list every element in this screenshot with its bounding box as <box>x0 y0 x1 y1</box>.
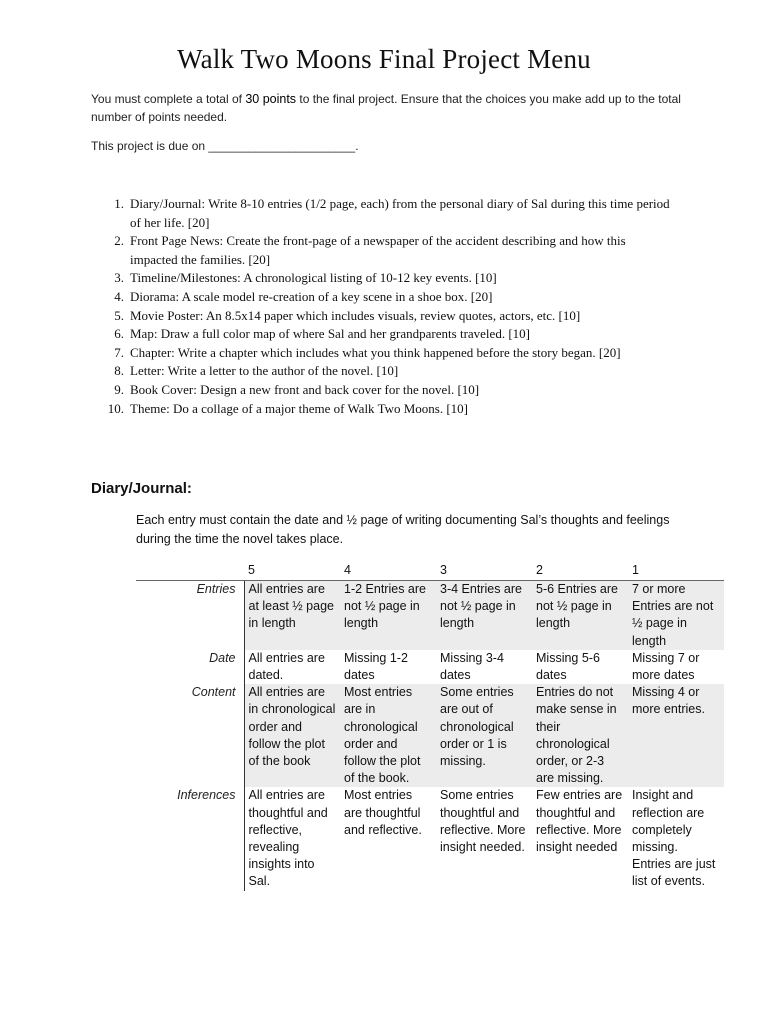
list-item <box>100 344 670 363</box>
item-text: Create the front-page of a newspaper of the accident describing and how this impacted the families. [20] <box>130 233 626 267</box>
item-number: 2. <box>114 233 124 249</box>
table-cell: Insight and reflection are completely missing. Entries are just list of events. <box>632 788 716 889</box>
item-text: A chronological listing of 10-12 key events. [10] <box>240 270 497 286</box>
item-label: Chapter: <box>130 344 175 360</box>
score-header: 5 <box>244 562 340 581</box>
item-text: An 8.5x14 paper which includes visuals, review quotes, actors, etc. [10] <box>203 307 581 323</box>
table-cell: 1-2 Entries are not ½ page in length <box>340 581 436 650</box>
row-label: Date <box>209 650 236 665</box>
item-label: Diorama: <box>130 288 180 304</box>
table-cell: Missing 3-4 dates <box>440 650 504 683</box>
intro-points: 30 points <box>245 92 297 106</box>
item-label: Timeline/Milestones: <box>130 270 241 286</box>
table-cell: 7 or more Entries are not ½ page in length <box>628 581 724 650</box>
list-item <box>100 362 670 381</box>
row-label: Inferences <box>177 788 236 803</box>
table-cell: Most entries are in chronological order and follow the plot of the book. <box>340 684 436 787</box>
table-cell: Some entries thoughtful and reflective. More insight needed. <box>440 788 526 855</box>
table-cell: Few entries are thoughtful and reflective. More insight needed <box>536 788 623 855</box>
item-label: Movie Poster: <box>130 307 204 323</box>
table-cell: Entries do not make sense in their chronological order, or 2-3 are missing. <box>532 684 628 787</box>
diary-instructions: Each entry must contain the date and ½ page of writing documenting Sal’s thoughts and feelings during the time the novel takes place. <box>136 513 670 546</box>
item-text: A scale model re-creation of a key scene in a shoe box. [20] <box>179 288 493 304</box>
list-item <box>100 288 670 307</box>
item-label: Front Page News: <box>130 233 224 249</box>
table-cell: Missing 1-2 dates <box>344 650 408 683</box>
page-title: Walk Two Moons Final Project Menu <box>177 44 591 74</box>
table-cell: 5-6 Entries are not ½ page in length <box>532 581 628 650</box>
item-number: 6. <box>114 326 124 342</box>
table-cell: 3-4 Entries are not ½ page in length <box>436 581 532 650</box>
project-menu-list <box>100 195 670 418</box>
item-text: Draw a full color map of where Sal and her grandparents traveled. [10] <box>157 326 530 342</box>
row-label: Content <box>191 685 236 700</box>
intro-text-start: You must complete a total of <box>91 92 246 106</box>
item-number: 3. <box>114 270 124 286</box>
table-row <box>136 650 724 684</box>
table-cell: Missing 4 or more entries. <box>628 684 724 787</box>
list-item <box>100 269 670 288</box>
table-row <box>136 581 724 650</box>
list-item <box>100 195 670 232</box>
list-item <box>100 232 670 269</box>
table-cell: Some entries are out of chronological order or 1 is missing. <box>436 684 532 787</box>
rubric-score-header-row <box>136 562 724 581</box>
diary-journal-heading: Diary/Journal: <box>91 480 192 497</box>
due-word: due <box>168 139 189 153</box>
rubric-corner-cell <box>136 562 244 581</box>
table-cell: Missing 5-6 dates <box>536 650 600 683</box>
due-text-start: This project is <box>91 139 169 153</box>
item-number: 4. <box>114 288 124 304</box>
intro-paragraph <box>91 90 691 126</box>
table-cell: All entries are dated. <box>244 650 340 684</box>
item-text: Write a chapter which includes what you think happened before the story began. [20] <box>174 344 621 360</box>
item-number: 1. <box>114 196 124 211</box>
score-header: 3 <box>436 562 532 581</box>
item-label: Letter: <box>130 363 165 379</box>
item-number: 10. <box>107 400 124 416</box>
item-text: Write a letter to the author of the novel. [10] <box>164 363 399 379</box>
diary-rubric-table <box>136 562 724 891</box>
item-text: Do a collage of a major theme of Walk Two Moons. [10] <box>169 400 469 416</box>
item-number: 5. <box>114 307 124 323</box>
score-header: 4 <box>340 562 436 581</box>
score-header: 2 <box>532 562 628 581</box>
table-row <box>136 787 724 890</box>
table-cell: Most entries are thoughtful and reflective. <box>344 788 422 837</box>
table-row <box>136 684 724 787</box>
score-header: 1 <box>628 562 724 581</box>
table-cell: All entries are thoughtful and reflective, revealing insights into Sal. <box>244 787 340 890</box>
item-number: 8. <box>114 363 124 379</box>
row-label: Entries <box>196 582 236 596</box>
item-number: 7. <box>114 344 124 360</box>
item-label: Map: <box>130 326 158 342</box>
table-cell: All entries are at least ½ page in length <box>244 581 340 650</box>
due-blank: on ______________________. <box>188 139 359 153</box>
due-line <box>91 137 691 155</box>
intro-text-end: to the final project. Ensure that the choices you make add up to the total number of points needed. <box>91 92 681 124</box>
table-cell: All entries are in chronological order and follow the plot of the book <box>244 684 340 787</box>
list-item <box>100 325 670 344</box>
list-item <box>100 381 670 400</box>
item-label: Theme: <box>130 400 170 416</box>
item-number: 9. <box>114 381 124 397</box>
list-item <box>100 307 670 326</box>
list-item <box>100 400 670 419</box>
item-label: Diary/Journal: <box>130 196 206 211</box>
item-text: Write 8-10 entries (1/2 page, each) from the personal diary of Sal during this time period of her life. [20] <box>130 196 670 230</box>
item-label: Book Cover: <box>130 381 197 397</box>
item-text: Design a new front and back cover for the novel. [10] <box>196 381 480 397</box>
table-cell: Missing 7 or more dates <box>632 650 700 683</box>
